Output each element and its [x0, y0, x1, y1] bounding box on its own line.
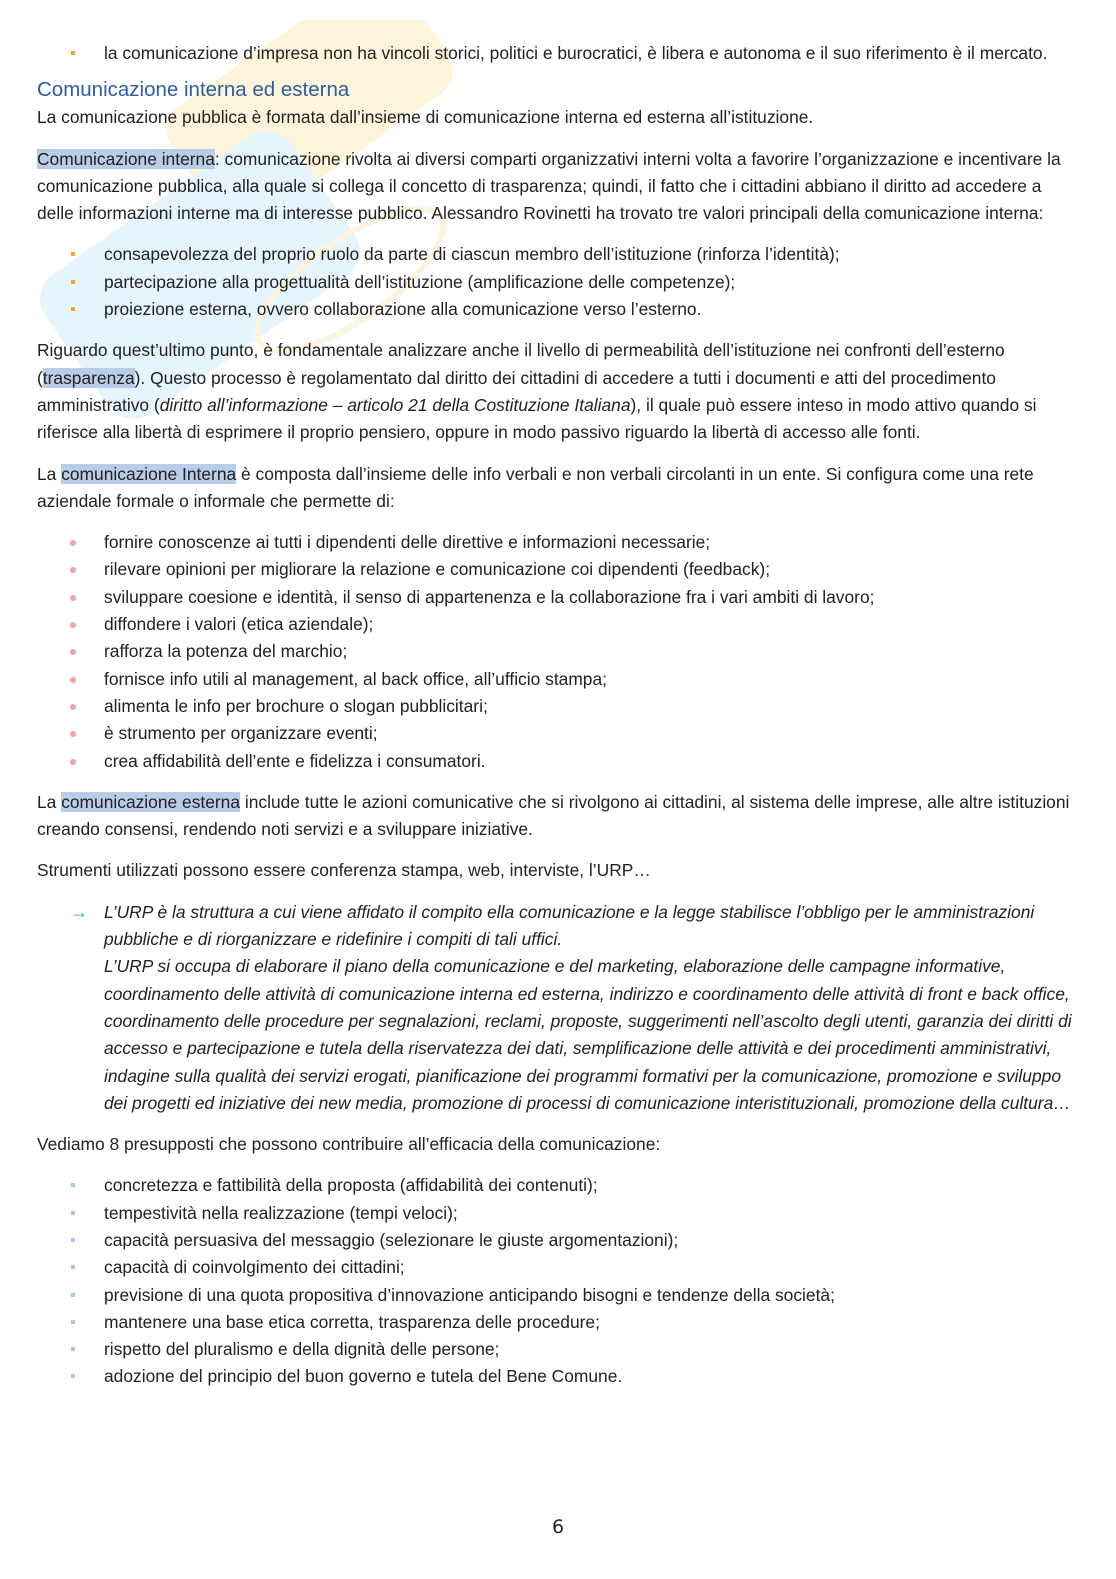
list-item: sviluppare coesione e identità, il senso di appartenenza e la collaborazione fra i vari ambiti di lavoro;: [104, 586, 875, 607]
values-list: [37, 241, 1072, 323]
list-item: adozione del principio del buon governo e tutela del Bene Comune.: [104, 1366, 623, 1387]
list-item: concretezza e fattibilità della proposta (affidabilità dei contenuti);: [104, 1175, 598, 1196]
list-item: fornisce info utili al management, al back office, all’ufficio stampa;: [104, 668, 607, 689]
paragraph: La comunicazione pubblica è formata dall’insieme di comunicazione interna ed esterna all’istituzione.: [37, 107, 814, 128]
highlighted-term: comunicazione Interna: [61, 463, 237, 484]
list-item: capacità persuasiva del messaggio (selezionare le giuste argomentazioni);: [104, 1229, 679, 1250]
list-item: diffondere i valori (etica aziendale);: [104, 614, 374, 635]
list-item: è strumento per organizzare eventi;: [104, 723, 378, 744]
list-item: alimenta le info per brochure o slogan pubblicitari;: [104, 695, 488, 716]
document-body: [37, 40, 1072, 1391]
paragraph: Comunicazione interna: comunicazione rivolta ai diversi comparti organizzativi interni volta a favorire l’organizzazione e incentivare la comunicazione pubblica, alla quale si collega il concetto di trasparenza; quindi, il fatto che i cittadini abbiano il diritto ad accedere a delle informazioni interne ma di interesse pubblico. Alessandro Rovinetti ha trovato tre valori principali della comunicazione interna:: [37, 148, 1061, 224]
page-number: 6: [551, 1516, 565, 1538]
urp-note: [37, 899, 1072, 1117]
list-item: rispetto del pluralismo e della dignità delle persone;: [104, 1339, 500, 1360]
list-item: mantenere una base etica corretta, trasparenza delle procedure;: [104, 1311, 600, 1332]
paragraph: Vediamo 8 presupposti che possono contribuire all’efficacia della comunicazione:: [37, 1134, 661, 1155]
internal-list: [37, 529, 1072, 775]
presupposti-list: [37, 1172, 1072, 1390]
list-item: consapevolezza del proprio ruolo da parte di ciascun membro dell’istituzione (rinforza l’identità);: [104, 244, 840, 265]
paragraph: Riguardo quest’ultimo punto, è fondamentale analizzare anche il livello di permeabilità dell’istituzione nei confronti dell’esterno (trasparenza). Questo processo è regolamentato dal diritto dei cittadini di accedere a tutti i documenti e atti del procedimento amministrativo (diritto all’informazione – articolo 21 della Costituzione Italiana), il quale può essere inteso in modo attivo quando si riferisce alla libertà di esprimere il proprio pensiero, oppure in modo passivo riguardo la libertà di accesso alle fonti.: [37, 340, 1037, 443]
list-item: partecipazione alla progettualità dell’istituzione (amplificazione delle competenze);: [104, 271, 736, 292]
paragraph: La comunicazione esterna include tutte le azioni comunicative che si rivolgono ai cittadini, al sistema delle imprese, alle altre istituzioni creando consensi, rendendo noti servizi e a sviluppare iniziative.: [37, 791, 1070, 840]
list-item: tempestività nella realizzazione (tempi veloci);: [104, 1202, 458, 1223]
list-item: la comunicazione d’impresa non ha vincoli storici, politici e burocratici, è libera e autonoma e il suo riferimento è il mercato.: [104, 43, 1048, 63]
list-item: fornire conoscenze ai tutti i dipendenti delle direttive e informazioni necessarie;: [104, 532, 711, 553]
list-item: proiezione esterna, ovvero collaborazione alla comunicazione verso l’esterno.: [104, 299, 702, 320]
list-item: rilevare opinioni per migliorare la relazione e comunicazione coi dipendenti (feedback);: [104, 559, 771, 580]
list-item: rafforza la potenza del marchio;: [104, 641, 348, 662]
italic-reference: diritto all’informazione – articolo 21 della Costituzione Italiana: [159, 394, 631, 415]
paragraph: La comunicazione Interna è composta dall’insieme delle info verbali e non verbali circolanti in un ente. Si configura come una rete aziendale formale o informale che permette di:: [37, 463, 1034, 511]
list-item: previsione di una quota propositiva d’innovazione anticipando bisogni e tendenze della società;: [104, 1284, 835, 1305]
section-heading: Comunicazione interna ed esterna: [37, 78, 350, 102]
highlighted-term: Comunicazione interna: [37, 148, 215, 169]
paragraph: Strumenti utilizzati possono essere conferenza stampa, web, interviste, l’URP…: [37, 860, 651, 881]
arrow-right-icon: →: [70, 901, 88, 922]
arrow-note-item: → L’URP è la struttura a cui viene affidato il compito ella comunicazione e la legge stabilisce l’obbligo per le amministrazioni pubbliche e di riorganizzare e ridefinire i compiti di tali uffici. L’URP si occupa di elaborare il piano della comunicazione e del marketing, elaborazione delle campagne informative, coordinamento delle attività di comunicazione interna ed esterna, indirizzo e coordinamento delle attività di front e back office, coordinamento delle procedure per segnalazioni, reclami, proposte, suggerimenti nell’ascolto degli utenti, garanzia dei diritti di accesso e partecipazione e tutela della riservatezza dei dati, semplificazione delle attività e dei procedimenti amministrativi, indagine sulla qualità dei servizi erogati, pianificazione dei programmi formativi per la comunicazione, promozione e sviluppo dei progetti ed iniziative dei new media, promozione di processi di comunicazione interistituzionali, promozione della cultura…: [37, 899, 1072, 1117]
list-item: capacità di coinvolgimento dei cittadini;: [104, 1257, 405, 1278]
list-item: crea affidabilità dell’ente e fidelizza i consumatori.: [104, 750, 486, 771]
highlighted-term: comunicazione esterna: [61, 791, 241, 812]
intro-list: [37, 40, 1072, 67]
highlighted-term: trasparenza: [42, 367, 135, 388]
